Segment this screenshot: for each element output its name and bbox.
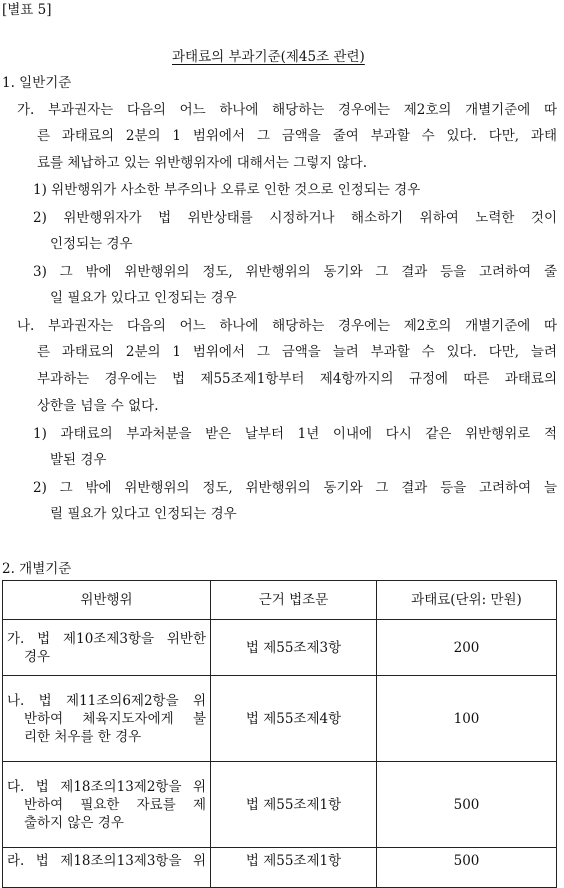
table-row — [3, 676, 557, 762]
ga-item-3-line-2: 일 필요가 있다고 인정되는 경우 — [50, 290, 237, 306]
violation-text-line: 가. 법 제10조제3항을 위반한 — [7, 630, 206, 647]
fine-cell: 500 — [377, 762, 557, 848]
na-line-3: 부과하는 경우에는 법 제55조제1항부터 제4항까지의 규정에 따른 과태료의 — [37, 371, 557, 387]
table-row — [3, 620, 557, 676]
header-fine: 과태료(단위: 만원) — [377, 581, 557, 620]
na-item-2-line-2: 릴 필요가 있다고 인정되는 경우 — [50, 506, 237, 522]
violation-text-line: 다. 법 제18조의13제2항을 위 — [7, 778, 206, 795]
na-item-1-line-1: 1) 과태료의 부과처분을 받은 날부터 1년 이내에 다시 같은 위반행위로 적 — [33, 426, 557, 442]
header-violation: 위반행위 — [3, 581, 211, 620]
violation-text-line: 라. 법 제18조의13제3항을 위 — [7, 853, 206, 869]
violation-cell — [3, 676, 211, 762]
violation-text-line: 경우 — [24, 648, 51, 665]
law-cell: 법 제55조제3항 — [211, 620, 377, 676]
ga-item-3-line-1: 3) 그 밖에 위반행위의 정도, 위반행위의 동기와 그 결과 등을 고려하여 줄 — [33, 264, 557, 280]
table-header-row — [3, 581, 557, 620]
violation-text-line: 나. 법 제11조의6제2항을 위 — [7, 692, 206, 709]
violation-text-line: 반하여 필요한 자료를 제 — [24, 796, 206, 813]
na-item-2-line-1: 2) 그 밖에 위반행위의 정도, 위반행위의 동기와 그 결과 등을 고려하여 늘 — [33, 480, 557, 496]
na-line-1: 나. 부과권자는 다음의 어느 하나에 해당하는 경우에는 제2호의 개별기준에 따 — [17, 318, 557, 334]
ga-line-2: 른 과태료의 2분의 1 범위에서 그 금액을 줄여 부과할 수 있다. 다만, 과태 — [37, 128, 557, 144]
na-line-4: 상한을 넘을 수 없다. — [37, 398, 159, 414]
fine-cell: 100 — [377, 676, 557, 762]
law-cell: 법 제55조제1항 — [211, 848, 377, 888]
ga-item-2-line-1: 2) 위반행위자가 법 위반상태를 시정하거나 해소하기 위하여 노력한 것이 — [33, 210, 557, 226]
header-law: 근거 법조문 — [211, 581, 377, 620]
ga-item-2-line-2: 인정되는 경우 — [50, 236, 133, 252]
document-title: 과태료의 부과기준(제45조 관련) — [172, 49, 365, 65]
fine-cell: 500 — [377, 848, 557, 888]
na-item-1-line-2: 발된 경우 — [50, 452, 107, 468]
violation-text-line: 리한 처우를 한 경우 — [24, 728, 142, 745]
na-line-2: 른 과태료의 2분의 1 범위에서 그 금액을 늘려 부과할 수 있다. 다만, 늘려 — [37, 344, 557, 360]
violation-text-line: 반하여 체육지도자에게 불 — [24, 710, 206, 727]
violation-cell — [3, 620, 211, 676]
section1-heading: 1. 일반기준 — [2, 75, 72, 91]
fine-table — [2, 580, 557, 888]
law-cell: 법 제55조제4항 — [211, 676, 377, 762]
ga-line-3: 료를 체납하고 있는 위반행위자에 대해서는 그렇지 않다. — [37, 155, 367, 171]
law-cell: 법 제55조제1항 — [211, 762, 377, 848]
violation-cell — [3, 848, 211, 888]
table-row — [3, 848, 557, 888]
fine-cell: 200 — [377, 620, 557, 676]
section2-heading: 2. 개별기준 — [2, 561, 72, 577]
ga-item-1: 1) 위반행위가 사소한 부주의나 오류로 인한 것으로 인정되는 경우 — [33, 182, 421, 198]
ga-line-1: 가. 부과권자는 다음의 어느 하나에 해당하는 경우에는 제2호의 개별기준에 따 — [17, 102, 557, 118]
violation-text-line: 출하지 않은 경우 — [24, 814, 124, 831]
annex-label: [별표 5] — [2, 2, 52, 18]
